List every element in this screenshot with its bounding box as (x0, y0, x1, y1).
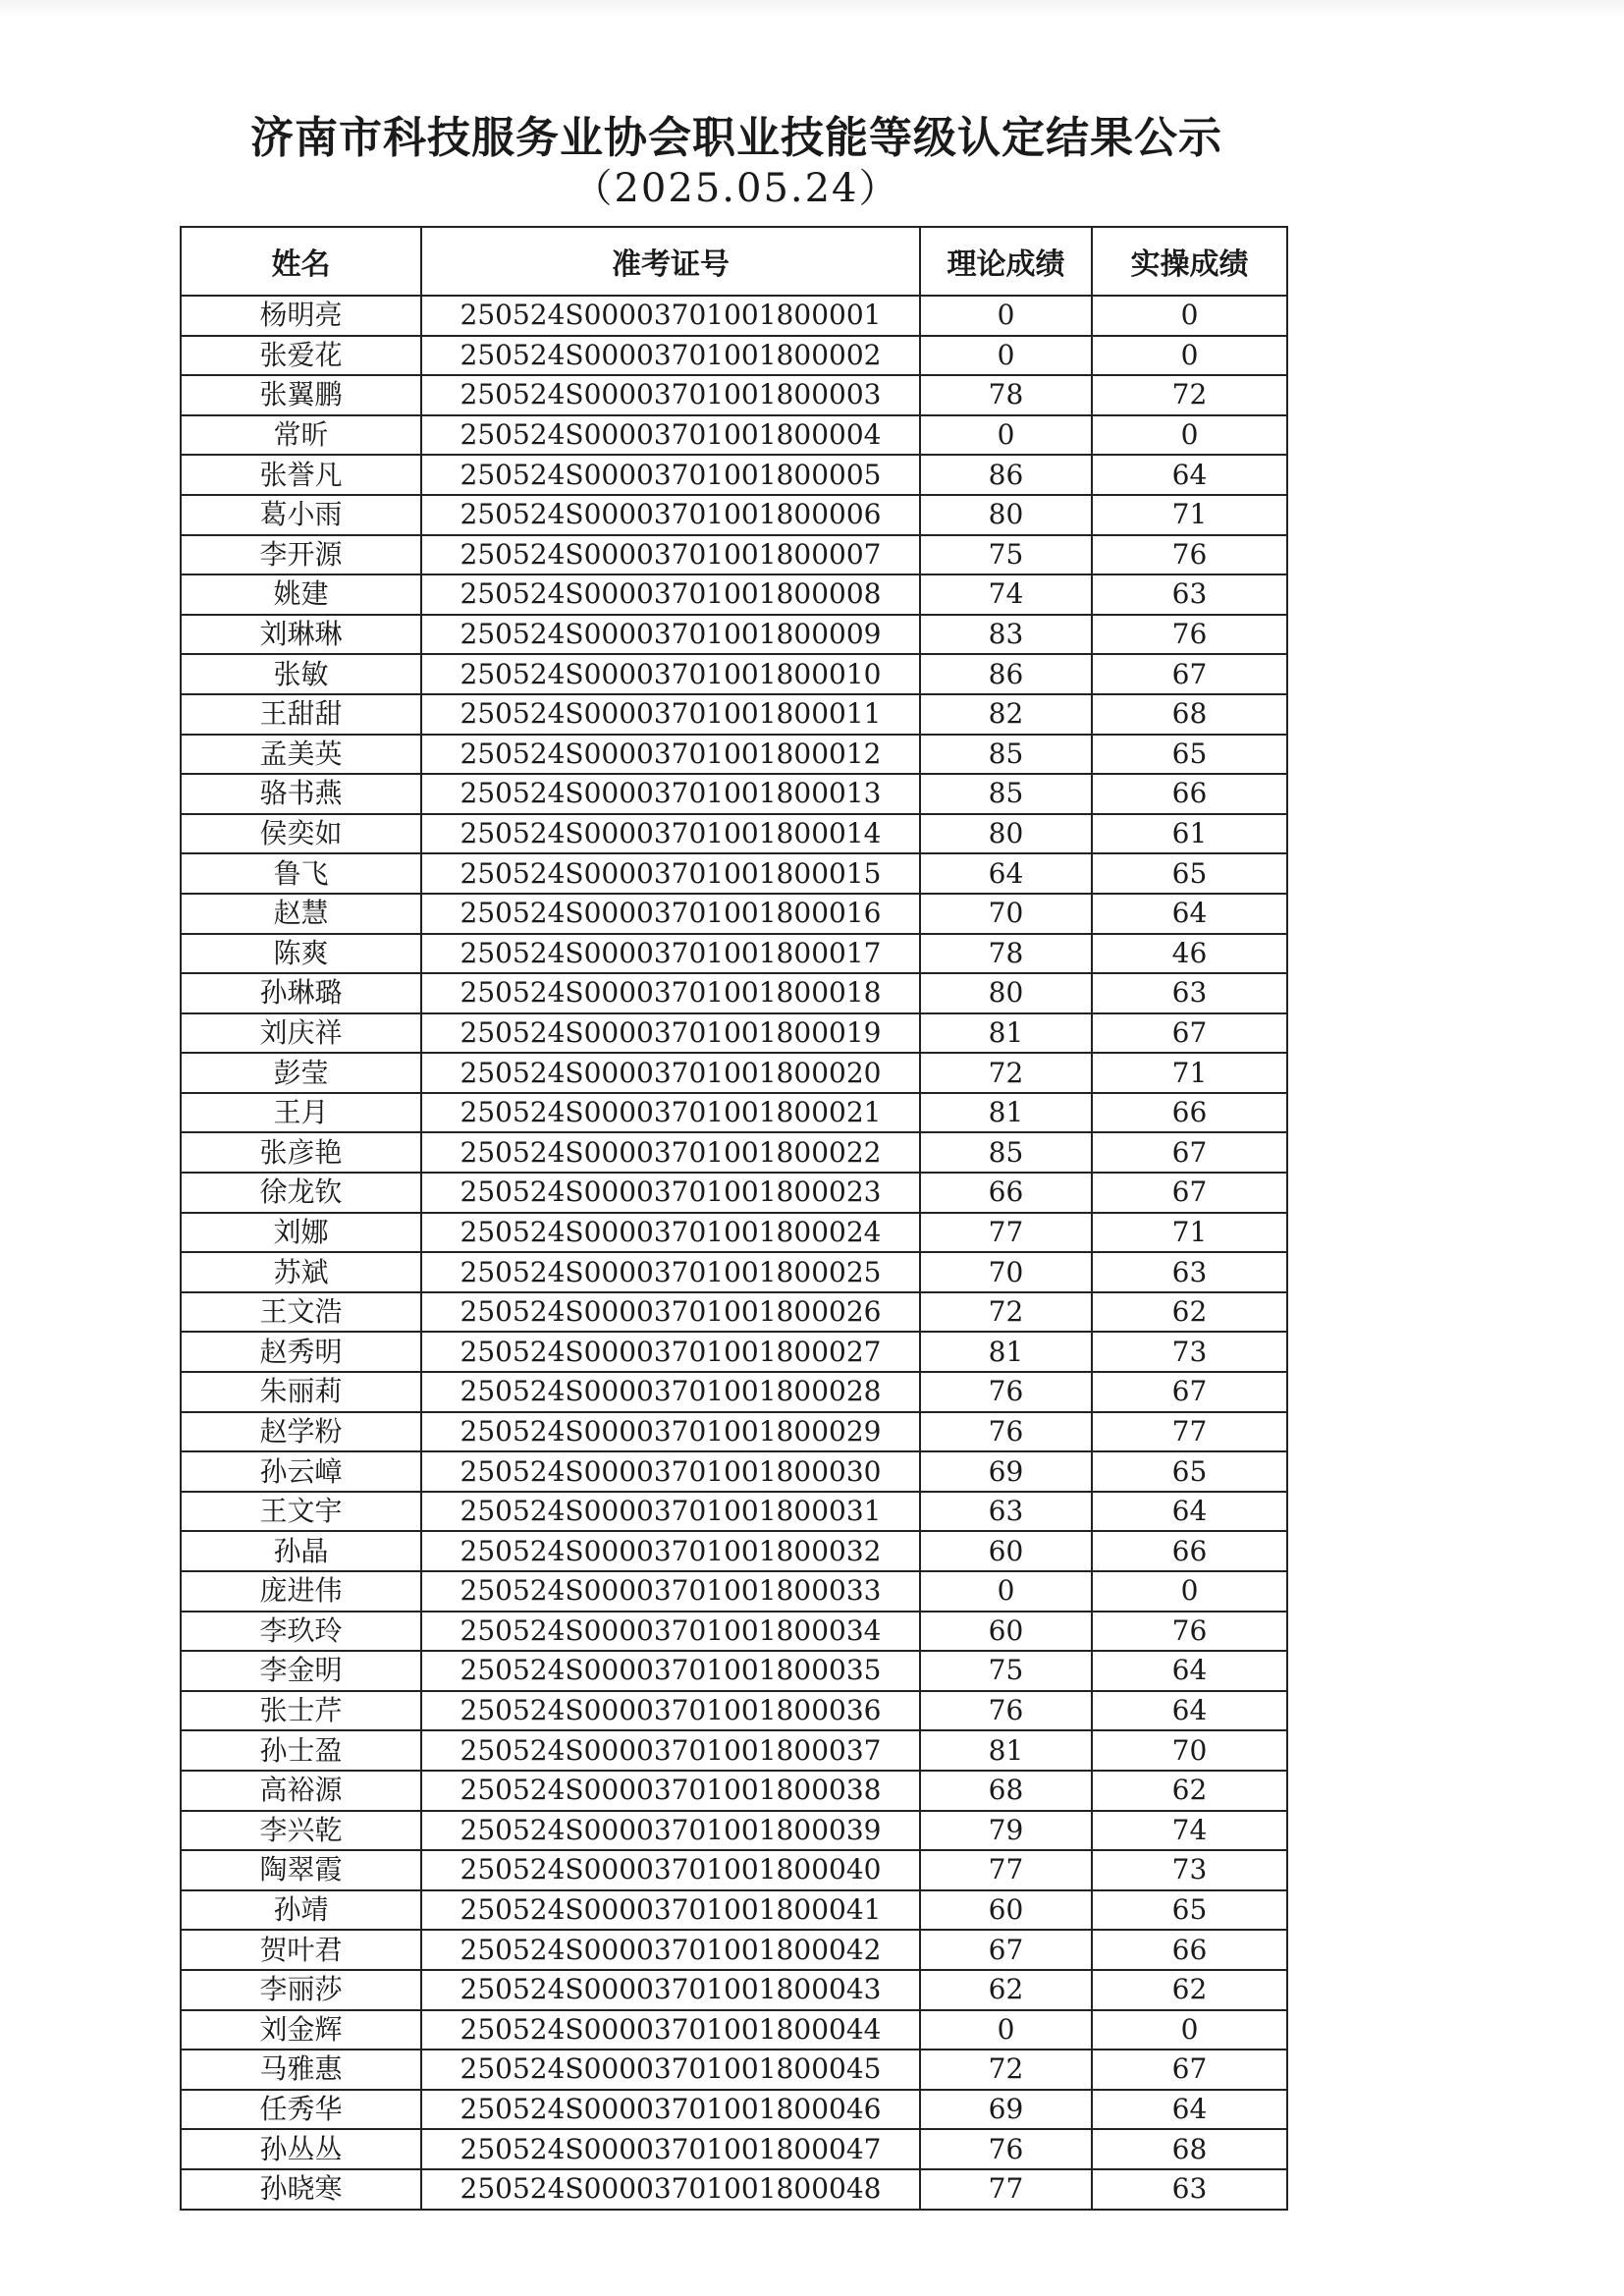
cell-theory-score: 0 (920, 1571, 1092, 1612)
cell-exam-id: 250524S00003701001800036 (421, 1691, 920, 1731)
cell-exam-id: 250524S00003701001800037 (421, 1730, 920, 1771)
cell-name: 孙琳璐 (181, 973, 421, 1013)
header-theory-score: 理论成绩 (920, 227, 1092, 296)
cell-theory-score: 77 (920, 1850, 1092, 1890)
table-row (181, 615, 1287, 655)
cell-practice-score: 67 (1092, 654, 1287, 694)
cell-practice-score: 64 (1092, 455, 1287, 495)
cell-name: 刘金辉 (181, 2010, 421, 2050)
cell-theory-score: 77 (920, 1213, 1092, 1253)
table-row (181, 2090, 1287, 2130)
cell-exam-id: 250524S00003701001800003 (421, 375, 920, 415)
cell-exam-id: 250524S00003701001800002 (421, 336, 920, 376)
page-edge-shadow (0, 0, 1624, 16)
cell-exam-id: 250524S00003701001800046 (421, 2090, 920, 2130)
cell-practice-score: 0 (1092, 336, 1287, 376)
cell-name: 陶翠霞 (181, 1850, 421, 1890)
table-row (181, 934, 1287, 974)
cell-exam-id: 250524S00003701001800033 (421, 1571, 920, 1612)
cell-practice-score: 64 (1092, 1691, 1287, 1731)
table-row (181, 1850, 1287, 1890)
cell-exam-id: 250524S00003701001800011 (421, 694, 920, 735)
cell-practice-score: 0 (1092, 296, 1287, 336)
cell-name: 王月 (181, 1093, 421, 1133)
cell-practice-score: 65 (1092, 1890, 1287, 1931)
cell-exam-id: 250524S00003701001800040 (421, 1850, 920, 1890)
table-row (181, 853, 1287, 894)
cell-exam-id: 250524S00003701001800042 (421, 1930, 920, 1970)
cell-exam-id: 250524S00003701001800034 (421, 1612, 920, 1652)
cell-exam-id: 250524S00003701001800022 (421, 1132, 920, 1173)
cell-name: 陈爽 (181, 934, 421, 974)
table-row (181, 694, 1287, 735)
cell-name: 侯奕如 (181, 814, 421, 854)
cell-exam-id: 250524S00003701001800041 (421, 1890, 920, 1931)
cell-name: 常昕 (181, 415, 421, 456)
cell-theory-score: 76 (920, 1372, 1092, 1412)
cell-name: 王甜甜 (181, 694, 421, 735)
cell-theory-score: 75 (920, 1651, 1092, 1691)
cell-exam-id: 250524S00003701001800017 (421, 934, 920, 974)
cell-practice-score: 63 (1092, 574, 1287, 615)
cell-theory-score: 76 (920, 1412, 1092, 1452)
cell-theory-score: 60 (920, 1890, 1092, 1931)
cell-name: 张士芹 (181, 1691, 421, 1731)
header-exam-id: 准考证号 (421, 227, 920, 296)
cell-exam-id: 250524S00003701001800039 (421, 1811, 920, 1851)
table-row (181, 1053, 1287, 1093)
cell-exam-id: 250524S00003701001800015 (421, 853, 920, 894)
cell-theory-score: 0 (920, 296, 1092, 336)
cell-theory-score: 86 (920, 654, 1092, 694)
cell-exam-id: 250524S00003701001800032 (421, 1531, 920, 1571)
cell-name: 孙靖 (181, 1890, 421, 1931)
cell-theory-score: 72 (920, 1053, 1092, 1093)
cell-exam-id: 250524S00003701001800048 (421, 2169, 920, 2210)
cell-exam-id: 250524S00003701001800026 (421, 1292, 920, 1333)
cell-theory-score: 76 (920, 2129, 1092, 2169)
cell-exam-id: 250524S00003701001800018 (421, 973, 920, 1013)
cell-exam-id: 250524S00003701001800016 (421, 894, 920, 934)
table-row (181, 814, 1287, 854)
cell-name: 高裕源 (181, 1771, 421, 1811)
cell-exam-id: 250524S00003701001800043 (421, 1970, 920, 2010)
table-row (181, 1970, 1287, 2010)
cell-theory-score: 81 (920, 1013, 1092, 1054)
table-row (181, 1412, 1287, 1452)
cell-name: 张彦艳 (181, 1132, 421, 1173)
cell-practice-score: 71 (1092, 1053, 1287, 1093)
cell-name: 李玖玲 (181, 1612, 421, 1652)
cell-theory-score: 0 (920, 336, 1092, 376)
cell-practice-score: 0 (1092, 2010, 1287, 2050)
cell-name: 葛小雨 (181, 495, 421, 535)
cell-practice-score: 73 (1092, 1332, 1287, 1372)
cell-practice-score: 76 (1092, 615, 1287, 655)
cell-practice-score: 62 (1092, 1292, 1287, 1333)
cell-theory-score: 85 (920, 774, 1092, 814)
cell-exam-id: 250524S00003701001800019 (421, 1013, 920, 1054)
table-row (181, 296, 1287, 336)
cell-name: 张翼鹏 (181, 375, 421, 415)
cell-practice-score: 67 (1092, 1372, 1287, 1412)
cell-practice-score: 66 (1092, 774, 1287, 814)
cell-name: 孙晶 (181, 1531, 421, 1571)
table-row (181, 1651, 1287, 1691)
table-row (181, 336, 1287, 376)
cell-practice-score: 76 (1092, 1612, 1287, 1652)
table-row (181, 774, 1287, 814)
cell-theory-score: 69 (920, 1451, 1092, 1492)
cell-name: 张誉凡 (181, 455, 421, 495)
cell-practice-score: 0 (1092, 1571, 1287, 1612)
cell-practice-score: 64 (1092, 1492, 1287, 1532)
cell-name: 鲁飞 (181, 853, 421, 894)
cell-name: 赵学粉 (181, 1412, 421, 1452)
cell-practice-score: 65 (1092, 1451, 1287, 1492)
cell-exam-id: 250524S00003701001800012 (421, 735, 920, 775)
cell-exam-id: 250524S00003701001800020 (421, 1053, 920, 1093)
table-row (181, 574, 1287, 615)
cell-exam-id: 250524S00003701001800028 (421, 1372, 920, 1412)
cell-exam-id: 250524S00003701001800009 (421, 615, 920, 655)
cell-name: 王文浩 (181, 1292, 421, 1333)
cell-practice-score: 46 (1092, 934, 1287, 974)
table-row (181, 1013, 1287, 1054)
cell-practice-score: 70 (1092, 1730, 1287, 1771)
cell-theory-score: 60 (920, 1612, 1092, 1652)
cell-name: 王文宇 (181, 1492, 421, 1532)
cell-exam-id: 250524S00003701001800008 (421, 574, 920, 615)
cell-exam-id: 250524S00003701001800038 (421, 1771, 920, 1811)
table-row (181, 1451, 1287, 1492)
cell-theory-score: 77 (920, 2169, 1092, 2210)
cell-practice-score: 72 (1092, 375, 1287, 415)
cell-name: 徐龙钦 (181, 1173, 421, 1213)
cell-name: 骆书燕 (181, 774, 421, 814)
cell-name: 刘娜 (181, 1213, 421, 1253)
cell-exam-id: 250524S00003701001800006 (421, 495, 920, 535)
cell-name: 孙士盈 (181, 1730, 421, 1771)
header-name: 姓名 (181, 227, 421, 296)
cell-exam-id: 250524S00003701001800024 (421, 1213, 920, 1253)
cell-name: 贺叶君 (181, 1930, 421, 1970)
cell-theory-score: 85 (920, 735, 1092, 775)
table-row (181, 1571, 1287, 1612)
cell-theory-score: 72 (920, 2050, 1092, 2090)
cell-theory-score: 78 (920, 375, 1092, 415)
document-title: 济南市科技服务业协会职业技能等级认定结果公示 (250, 113, 1222, 163)
table-row (181, 1890, 1287, 1931)
cell-practice-score: 62 (1092, 1970, 1287, 2010)
table-row (181, 735, 1287, 775)
cell-theory-score: 79 (920, 1811, 1092, 1851)
cell-name: 任秀华 (181, 2090, 421, 2130)
cell-name: 赵慧 (181, 894, 421, 934)
cell-name: 马雅惠 (181, 2050, 421, 2090)
cell-practice-score: 64 (1092, 2090, 1287, 2130)
table-row (181, 2169, 1287, 2210)
cell-name: 孙云嶂 (181, 1451, 421, 1492)
cell-exam-id: 250524S00003701001800001 (421, 296, 920, 336)
cell-practice-score: 68 (1092, 2129, 1287, 2169)
cell-theory-score: 80 (920, 973, 1092, 1013)
table-row (181, 1093, 1287, 1133)
cell-practice-score: 76 (1092, 535, 1287, 575)
cell-practice-score: 63 (1092, 2169, 1287, 2210)
results-table (180, 226, 1288, 2211)
cell-theory-score: 66 (920, 1173, 1092, 1213)
cell-exam-id: 250524S00003701001800025 (421, 1252, 920, 1292)
cell-exam-id: 250524S00003701001800014 (421, 814, 920, 854)
cell-practice-score: 67 (1092, 1013, 1287, 1054)
cell-theory-score: 85 (920, 1132, 1092, 1173)
cell-exam-id: 250524S00003701001800031 (421, 1492, 920, 1532)
cell-exam-id: 250524S00003701001800004 (421, 415, 920, 456)
cell-practice-score: 77 (1092, 1412, 1287, 1452)
cell-practice-score: 66 (1092, 1093, 1287, 1133)
cell-name: 朱丽莉 (181, 1372, 421, 1412)
table-row (181, 1930, 1287, 1970)
cell-theory-score: 81 (920, 1332, 1092, 1372)
cell-theory-score: 75 (920, 535, 1092, 575)
table-row (181, 455, 1287, 495)
cell-theory-score: 67 (920, 1930, 1092, 1970)
cell-name: 刘庆祥 (181, 1013, 421, 1054)
cell-exam-id: 250524S00003701001800044 (421, 2010, 920, 2050)
cell-theory-score: 74 (920, 574, 1092, 615)
cell-theory-score: 81 (920, 1730, 1092, 1771)
table-row (181, 2010, 1287, 2050)
cell-name: 李金明 (181, 1651, 421, 1691)
cell-practice-score: 71 (1092, 1213, 1287, 1253)
cell-exam-id: 250524S00003701001800007 (421, 535, 920, 575)
cell-exam-id: 250524S00003701001800013 (421, 774, 920, 814)
cell-practice-score: 0 (1092, 415, 1287, 456)
cell-theory-score: 62 (920, 1970, 1092, 2010)
table-row (181, 1332, 1287, 1372)
cell-exam-id: 250524S00003701001800010 (421, 654, 920, 694)
cell-name: 张敏 (181, 654, 421, 694)
cell-practice-score: 74 (1092, 1811, 1287, 1851)
table-row (181, 1691, 1287, 1731)
cell-name: 李兴乾 (181, 1811, 421, 1851)
cell-practice-score: 65 (1092, 853, 1287, 894)
cell-practice-score: 63 (1092, 1252, 1287, 1292)
cell-name: 赵秀明 (181, 1332, 421, 1372)
table-row (181, 1372, 1287, 1412)
cell-exam-id: 250524S00003701001800005 (421, 455, 920, 495)
cell-name: 孙丛丛 (181, 2129, 421, 2169)
cell-practice-score: 63 (1092, 973, 1287, 1013)
cell-name: 彭莹 (181, 1053, 421, 1093)
cell-theory-score: 80 (920, 495, 1092, 535)
cell-name: 孟美英 (181, 735, 421, 775)
table-row (181, 1492, 1287, 1532)
cell-theory-score: 64 (920, 853, 1092, 894)
table-row (181, 1132, 1287, 1173)
cell-theory-score: 83 (920, 615, 1092, 655)
cell-practice-score: 73 (1092, 1850, 1287, 1890)
table-row (181, 375, 1287, 415)
table-row (181, 1730, 1287, 1771)
cell-practice-score: 67 (1092, 1173, 1287, 1213)
cell-practice-score: 62 (1092, 1771, 1287, 1811)
cell-theory-score: 80 (920, 814, 1092, 854)
cell-practice-score: 68 (1092, 694, 1287, 735)
cell-theory-score: 76 (920, 1691, 1092, 1731)
cell-exam-id: 250524S00003701001800029 (421, 1412, 920, 1452)
table-row (181, 1213, 1287, 1253)
table-row (181, 1173, 1287, 1213)
cell-practice-score: 67 (1092, 1132, 1287, 1173)
cell-theory-score: 68 (920, 1771, 1092, 1811)
table-row (181, 415, 1287, 456)
cell-name: 庞进伟 (181, 1571, 421, 1612)
cell-exam-id: 250524S00003701001800047 (421, 2129, 920, 2169)
cell-practice-score: 66 (1092, 1930, 1287, 1970)
cell-name: 刘琳琳 (181, 615, 421, 655)
table-row (181, 654, 1287, 694)
cell-exam-id: 250524S00003701001800035 (421, 1651, 920, 1691)
table-row (181, 535, 1287, 575)
cell-name: 张爱花 (181, 336, 421, 376)
table-body (181, 296, 1287, 2210)
document-date: （2025.05.24） (572, 166, 900, 211)
table-row (181, 1612, 1287, 1652)
cell-practice-score: 65 (1092, 735, 1287, 775)
cell-theory-score: 63 (920, 1492, 1092, 1532)
cell-exam-id: 250524S00003701001800045 (421, 2050, 920, 2090)
header-practice-score: 实操成绩 (1092, 227, 1287, 296)
cell-practice-score: 71 (1092, 495, 1287, 535)
cell-name: 孙晓寒 (181, 2169, 421, 2210)
table-header-row (181, 227, 1287, 296)
cell-exam-id: 250524S00003701001800030 (421, 1451, 920, 1492)
table-row (181, 973, 1287, 1013)
cell-exam-id: 250524S00003701001800023 (421, 1173, 920, 1213)
table-row (181, 495, 1287, 535)
cell-theory-score: 72 (920, 1292, 1092, 1333)
cell-theory-score: 82 (920, 694, 1092, 735)
cell-practice-score: 64 (1092, 1651, 1287, 1691)
cell-practice-score: 66 (1092, 1531, 1287, 1571)
cell-practice-score: 61 (1092, 814, 1287, 854)
table-row (181, 1252, 1287, 1292)
table-row (181, 1292, 1287, 1333)
cell-exam-id: 250524S00003701001800021 (421, 1093, 920, 1133)
cell-name: 李丽莎 (181, 1970, 421, 2010)
cell-name: 苏斌 (181, 1252, 421, 1292)
cell-name: 杨明亮 (181, 296, 421, 336)
cell-name: 李开源 (181, 535, 421, 575)
table-row (181, 1811, 1287, 1851)
cell-theory-score: 69 (920, 2090, 1092, 2130)
cell-practice-score: 67 (1092, 2050, 1287, 2090)
cell-theory-score: 60 (920, 1531, 1092, 1571)
cell-name: 姚建 (181, 574, 421, 615)
cell-theory-score: 70 (920, 894, 1092, 934)
table-row (181, 894, 1287, 934)
cell-theory-score: 0 (920, 415, 1092, 456)
cell-theory-score: 81 (920, 1093, 1092, 1133)
cell-theory-score: 0 (920, 2010, 1092, 2050)
table-row (181, 1531, 1287, 1571)
table-row (181, 2129, 1287, 2169)
cell-theory-score: 78 (920, 934, 1092, 974)
table-row (181, 1771, 1287, 1811)
cell-theory-score: 86 (920, 455, 1092, 495)
cell-practice-score: 64 (1092, 894, 1287, 934)
table-row (181, 2050, 1287, 2090)
cell-exam-id: 250524S00003701001800027 (421, 1332, 920, 1372)
cell-theory-score: 70 (920, 1252, 1092, 1292)
